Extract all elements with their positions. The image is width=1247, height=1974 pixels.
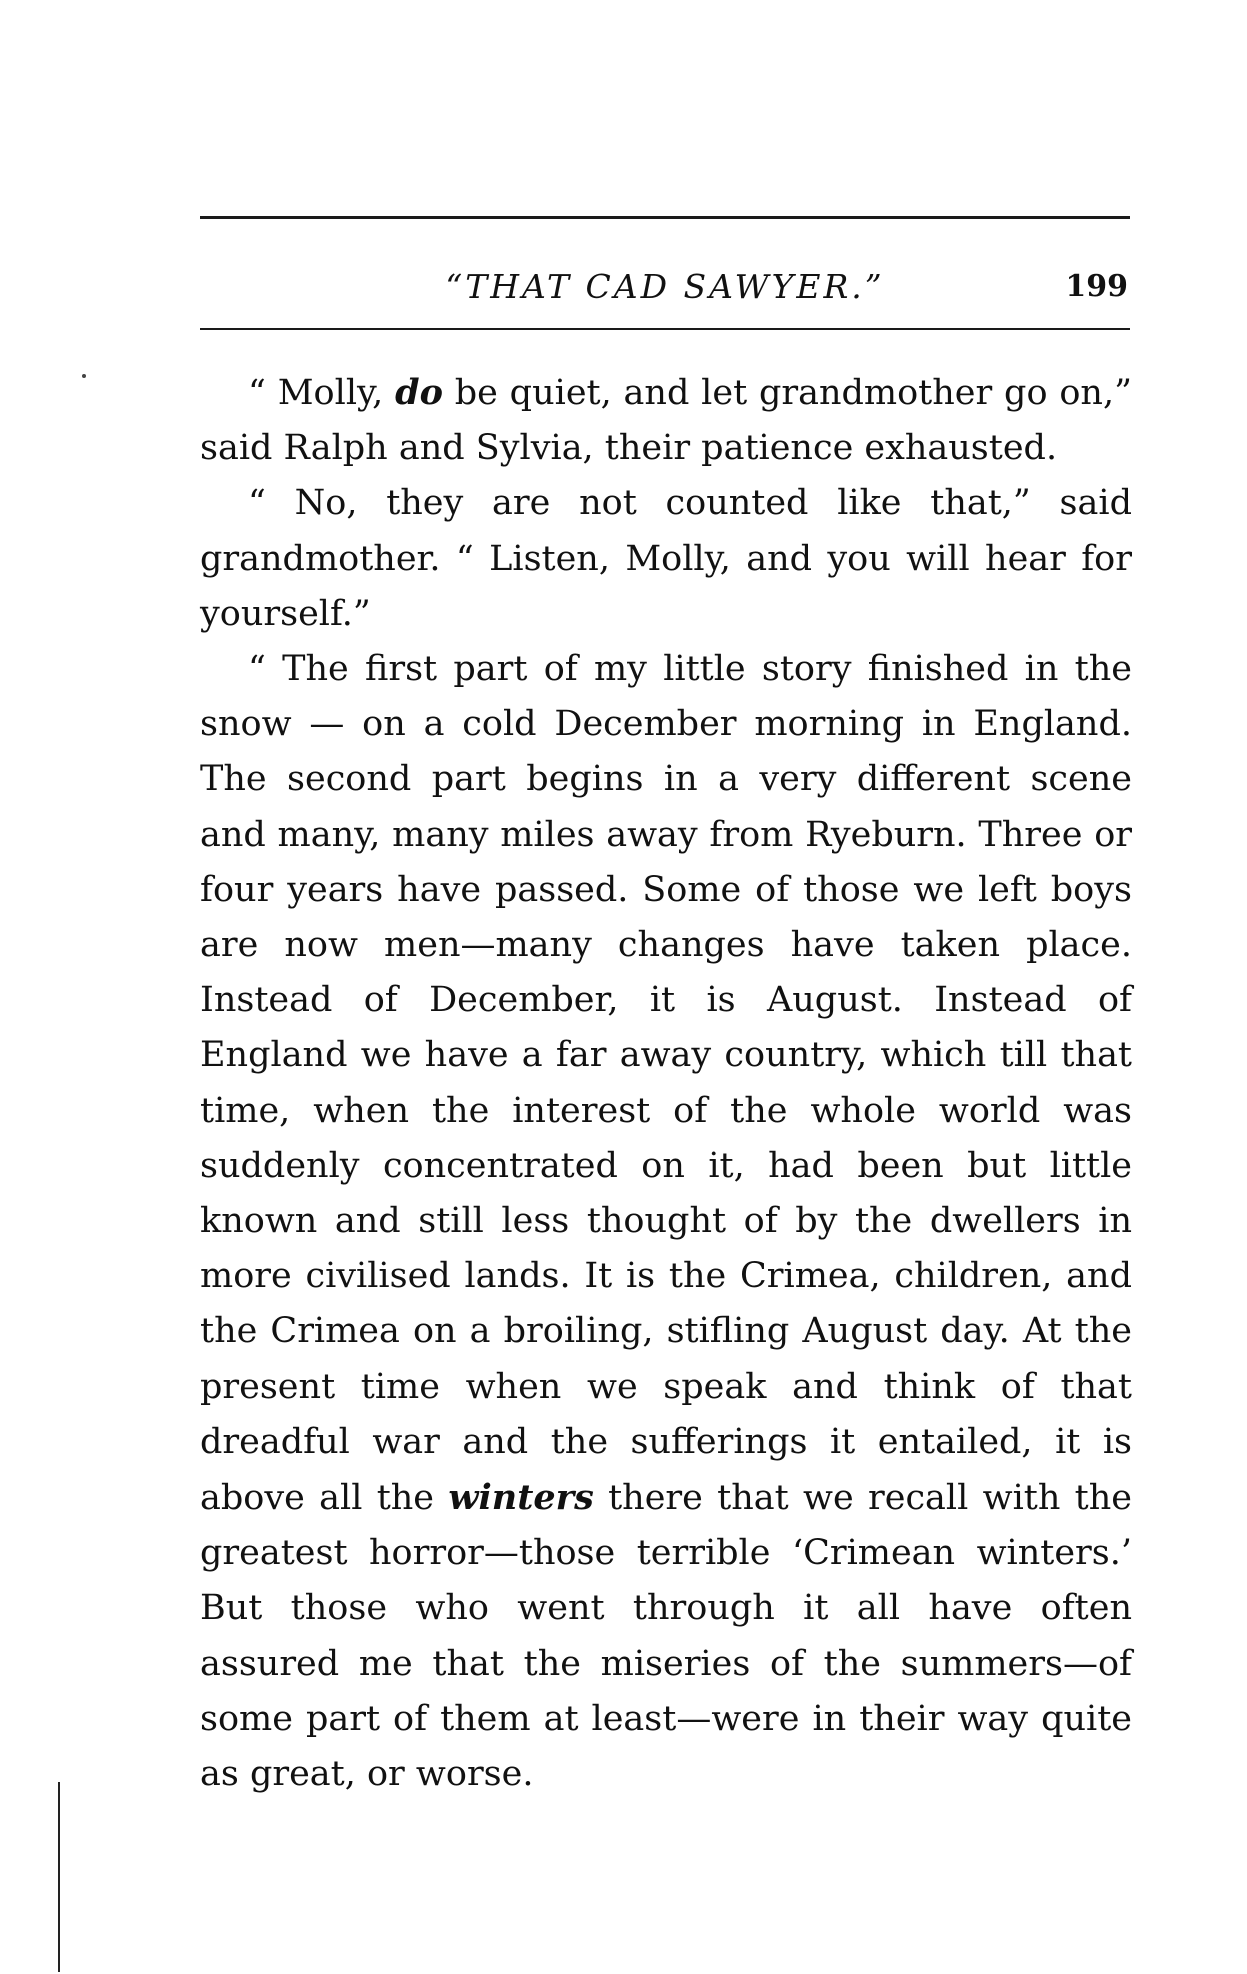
text-segment: “ The first part of my little story finished in the snow — on a cold December morning in England. The second part begins in a very different scene and many, many miles away from Ryeburn. Three or four years have passed. Some of those we left boys are now men—many changes have taken place. Instead of December, it is August. Instead of England we have a far away country, which till that time, when the interest of the whole world was suddenly concentrated on it, had been but little known and still less thought of by the dwellers in more civilised lands. It is the Crimea, children, and the Crimea on a broiling, stifling August day. At the present time when we speak and think of that dreadful war and the sufferings it entailed, it is above all the bbox=[200, 649, 1132, 1519]
margin-speck bbox=[82, 374, 86, 378]
text-segment: be quiet, and let grandmother go on,” said Ralph and Sylvia, their patience exhausted. bbox=[200, 373, 1132, 469]
page-number: 199 bbox=[1065, 269, 1128, 304]
paragraph bbox=[200, 642, 1132, 1802]
body-text bbox=[200, 365, 1132, 1802]
text-segment: there that we recall with the greatest horror—those terrible ‘Crimean winters.’ But those who went through it all have often assured me that the miseries of the summers—of some part of them at least—were in their way quite as great, or worse. bbox=[200, 1478, 1133, 1795]
header-bottom-rule bbox=[200, 328, 1130, 330]
text-segment: “ No, they are not counted like that,” said grandmother. “ Listen, Molly, and you will hear for yourself.” bbox=[200, 483, 1132, 634]
paragraph bbox=[200, 476, 1132, 642]
running-title: “THAT CAD SAWYER.” bbox=[445, 267, 885, 306]
emphasis-segment: do bbox=[395, 372, 443, 413]
emphasis-segment: winters bbox=[448, 1477, 594, 1519]
header-top-rule bbox=[200, 216, 1130, 219]
text-segment: “ Molly, bbox=[248, 373, 396, 413]
binding-edge-mark bbox=[58, 1782, 60, 1972]
running-head bbox=[200, 262, 1130, 312]
paragraph bbox=[200, 365, 1132, 476]
